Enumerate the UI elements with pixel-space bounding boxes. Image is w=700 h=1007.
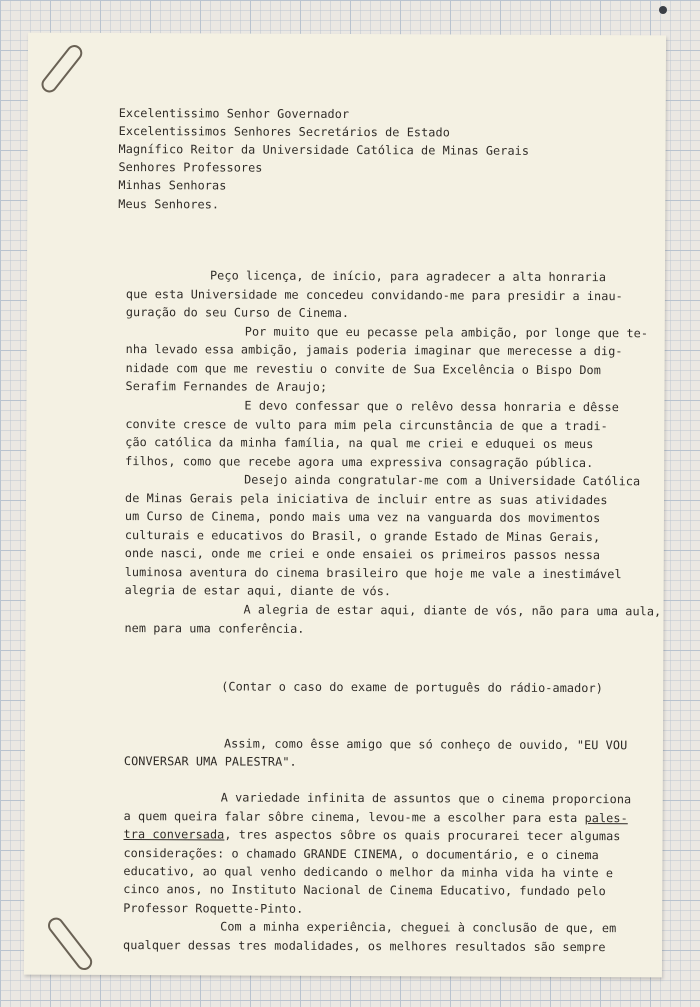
body-line: guração do seu Curso de Cinema. (125, 305, 350, 321)
body-line: considerações: o chamado GRANDE CINEMA, o documentário, e o cinema (123, 846, 599, 863)
body-line: Assim, como êsse amigo que só conheço de ouvido, "EU VOU (223, 736, 628, 753)
body-text: a quem queira falar sôbre cinema, levou-me a escolher para esta (123, 809, 585, 826)
body-line: Desejo ainda congratular-me com a Universidade Católica (244, 472, 641, 489)
salutation-line: Meus Senhores. (118, 197, 220, 212)
salutation-line: Minhas Senhoras (118, 178, 227, 193)
stage-note: (Contar o caso do exame de português do rádio-amador) (221, 679, 603, 696)
body-line (124, 809, 628, 825)
body-line: alegria de estar aqui, diante de vós. (124, 583, 392, 599)
body-line: que esta Universidade me concedeu convidando-me para presidir a inau- (125, 287, 623, 304)
body-text: , tres aspectos sôbre os quais procurarei tecer algumas (224, 827, 621, 844)
body-line (124, 827, 621, 843)
body-line: A variedade infinita de assuntos que o cinema proporciona (220, 790, 632, 807)
salutation-line: Excelentissimos Senhores Secretários de Estado (118, 124, 450, 140)
body-line: nem para uma conferência. (124, 621, 305, 636)
body-line: luminosa aventura do cinema brasileiro que hoje me vale a inestimável (124, 565, 622, 582)
pin-dot (659, 6, 667, 14)
body-line: cinco anos, no Instituto Nacional de Cinema Educativo, fundado pelo (123, 882, 606, 899)
body-line: onde nasci, onde me criei e onde ensaiei os primeiros passos nessa (124, 546, 601, 563)
body-line: Serafim Fernandes de Araujo; (125, 379, 328, 394)
body-line: qualquer dessas tres modalidades, os melhores resultados são sempre (123, 938, 606, 955)
typewritten-page (24, 33, 666, 978)
body-line: Professor Roquette-Pinto. (123, 901, 304, 916)
body-line: ção católica da minha família, na qual me criei e eduquei os meus (125, 435, 594, 452)
body-line: E devo confessar que o relêvo dessa honraria e dêsse (244, 398, 619, 415)
body-line: CONVERSAR UMA PALESTRA". (123, 754, 297, 769)
underlined-text: tra conversada (123, 827, 225, 842)
body-line: culturais e educativos do Brasil, o grande Estado de Minas Gerais, (124, 528, 601, 545)
salutation-line: Magnífico Reitor da Universidade Católica de Minas Gerais (118, 142, 530, 158)
body-line: nidade com que me revestiu o convite de Sua Excelência o Bispo Dom (125, 361, 601, 378)
body-line: Por muito que eu pecasse pela ambição, por longe que te- (244, 324, 649, 341)
salutation-line: Senhores Professores (118, 160, 263, 175)
body-line: Com a minha experiência, cheguei à conclusão de que, em (220, 919, 617, 936)
body-line: convite cresce de vulto para mim pela circunstância de que a tradi- (125, 417, 608, 434)
underlined-text: pales- (584, 811, 628, 826)
body-line: A alegria de estar aqui, diante de vós, não para uma aula, (243, 602, 662, 619)
body-line: educativo, ao qual venho dedicando o melhor da minha vida ha vinte e (123, 864, 614, 881)
salutation-line: Excelentissimo Senhor Governador (118, 106, 350, 122)
paper-clip-bottom (45, 914, 96, 973)
body-line: Peço licença, de início, para agradecer a alta honraria (209, 268, 607, 285)
body-line: nha levado essa ambição, jamais poderia imaginar que merecesse a dig- (125, 342, 623, 359)
paper-clip-top (38, 42, 85, 96)
body-line: de Minas Gerais pela iniciativa de incluir entre as suas atividades (124, 491, 608, 508)
body-line: filhos, como que recebe agora uma expressiva consagração pública. (125, 454, 594, 471)
body-line: um Curso de Cinema, pondo mais uma vez na vanguarda dos movimentos (124, 509, 601, 526)
